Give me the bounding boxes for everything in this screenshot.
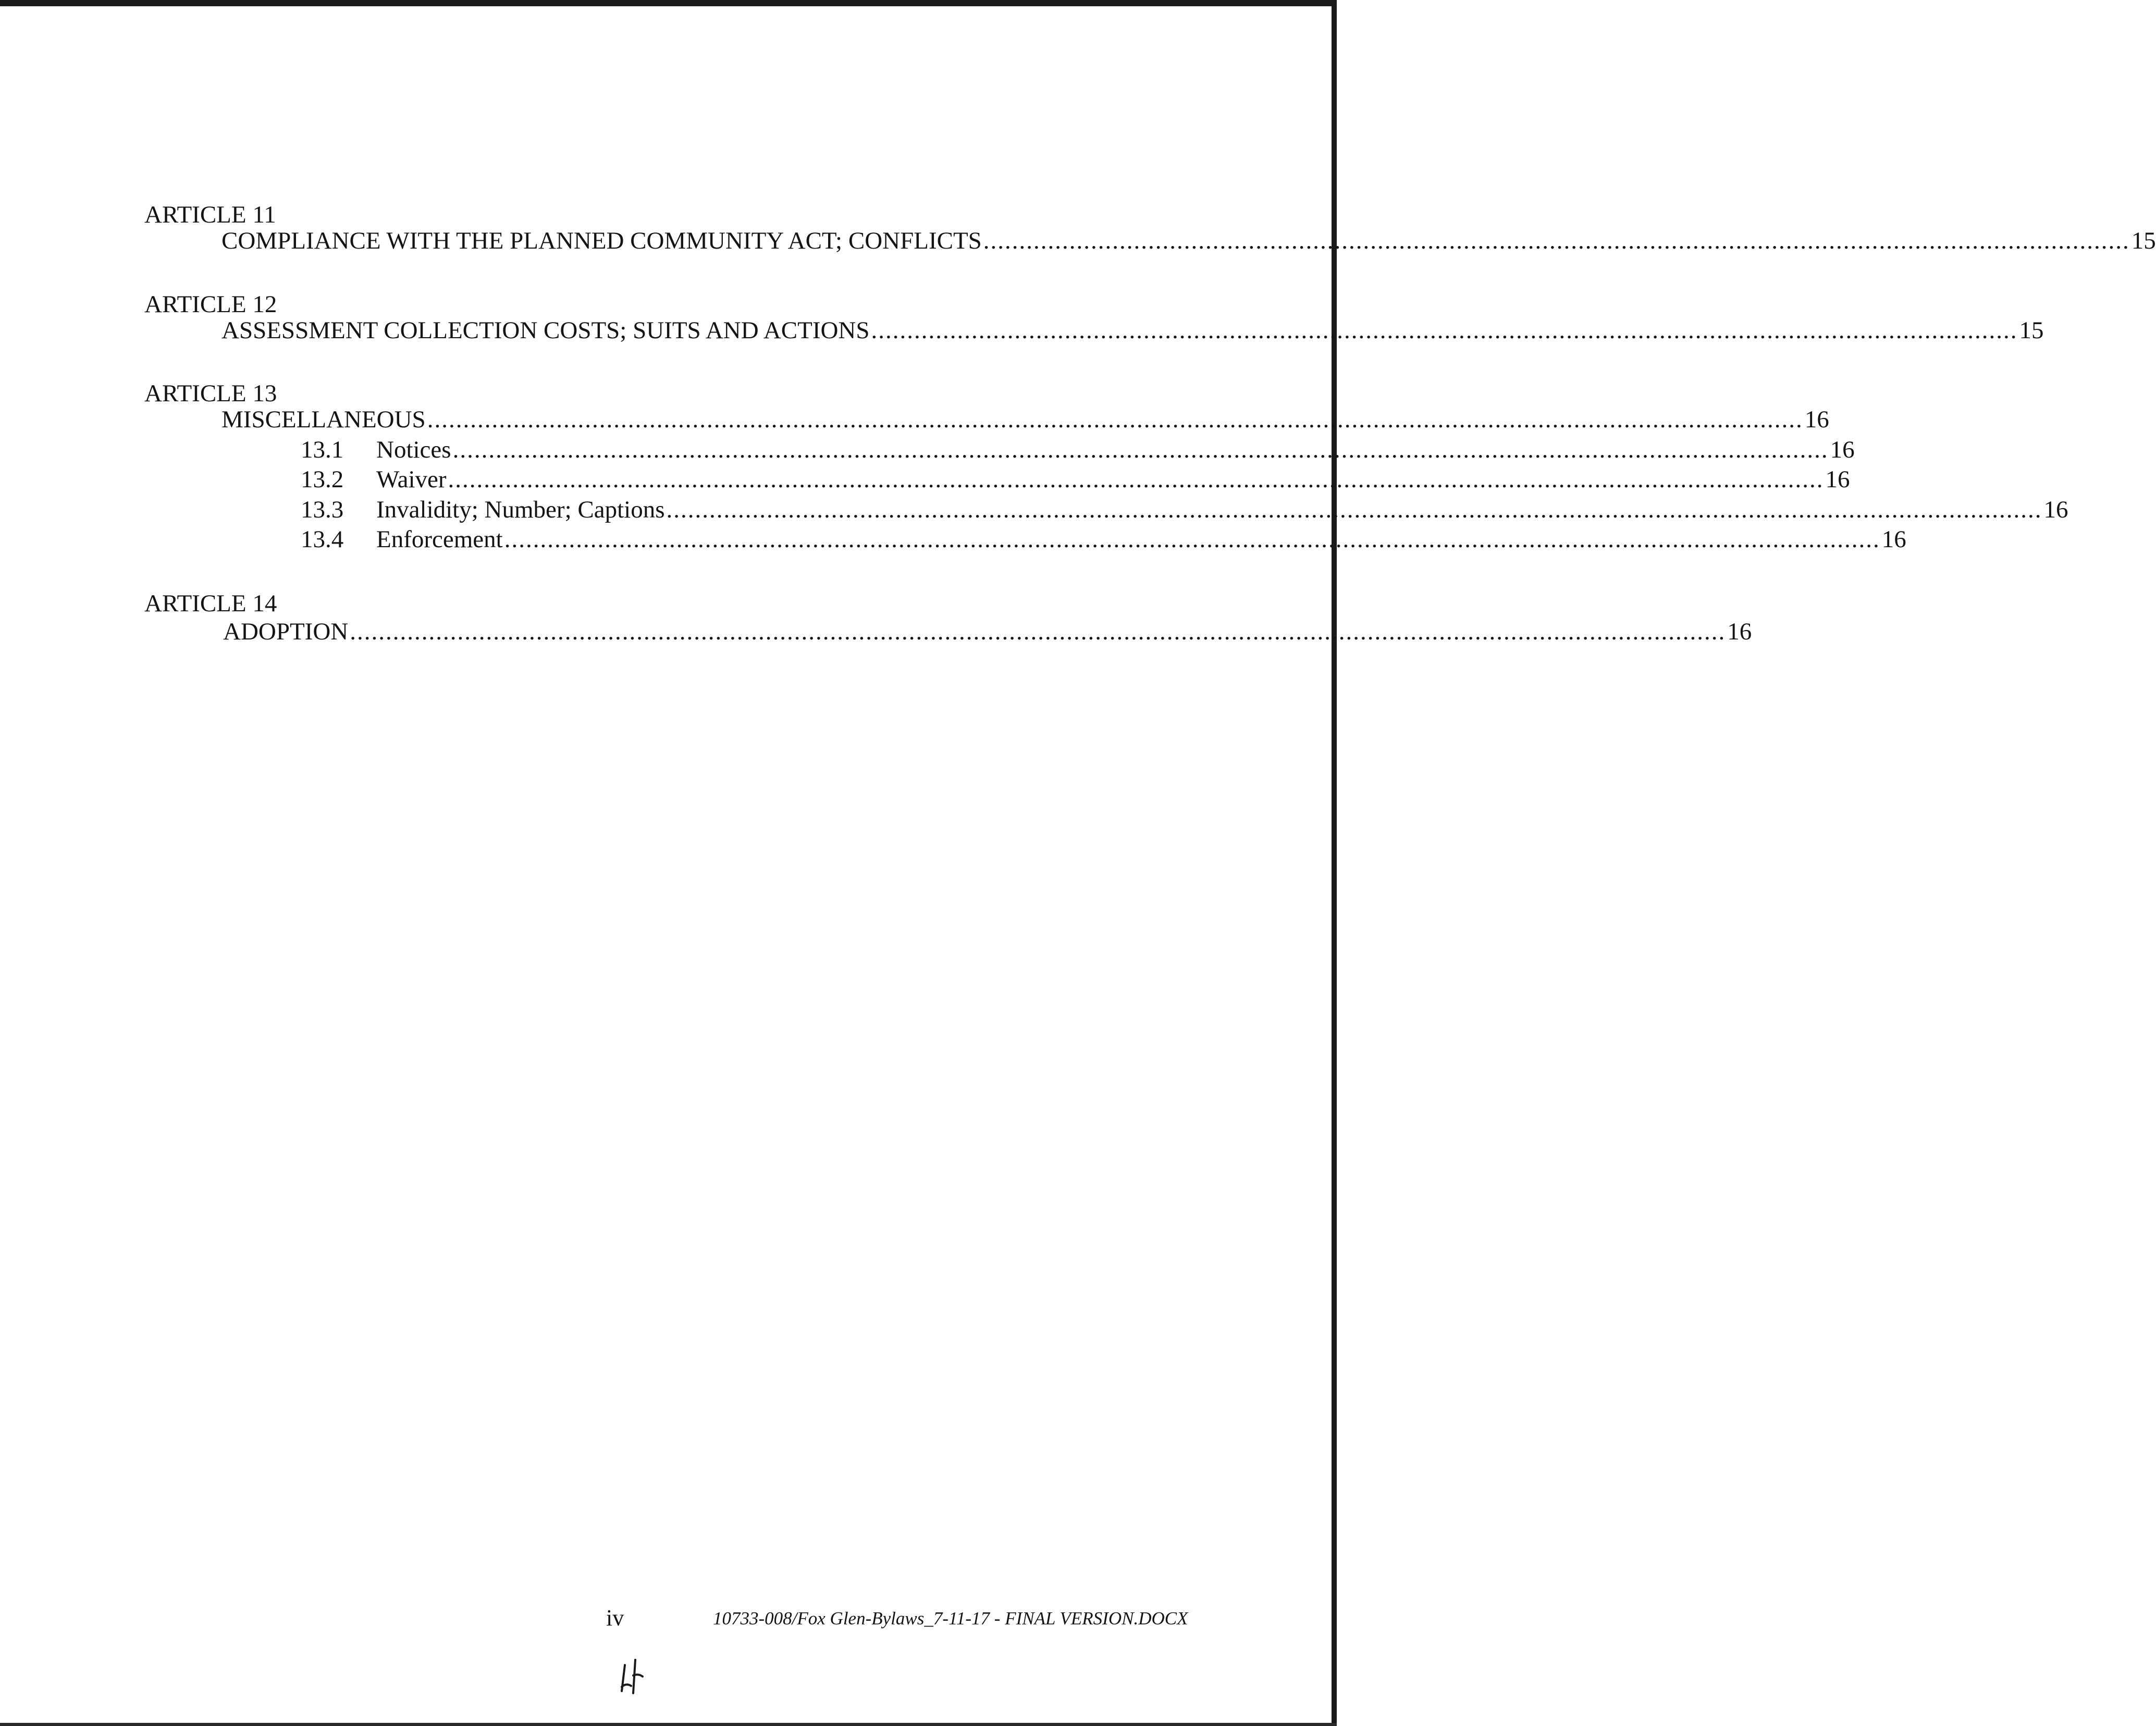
toc-entry-title: Invalidity; Number; Captions [376,496,665,523]
section-number: 13.1 [301,436,344,463]
toc-entry-article-12[interactable] [221,316,2044,345]
toc-entry-13-4[interactable] [301,525,1906,554]
section-number: 13.3 [301,496,344,523]
toc-entry-title: ASSESSMENT COLLECTION COSTS; SUITS AND ACTIONS [221,317,870,344]
toc-entry-page: 16 [1804,406,1829,433]
dot-leader: ................................................................................................................................................................................................ [448,466,1824,493]
dot-leader: ................................................................................................................................................................................................ [452,436,1829,463]
toc-entry-page: 16 [1825,466,1850,493]
toc-entry-title: MISCELLANEOUS [221,406,426,433]
article-14-heading: ARTICLE 14 [144,590,277,617]
article-13-heading: ARTICLE 13 [144,380,277,407]
toc-entry-page: 15 [2019,317,2044,344]
dot-leader: ................................................................................................................................................................ [871,317,2018,344]
toc-entry-13-3[interactable] [301,495,2068,524]
toc-entry-page: 16 [1727,618,1752,645]
article-11-heading: ARTICLE 11 [144,201,276,228]
toc-entry-page: 16 [1830,436,1855,463]
footer-page-number: iv [606,1605,624,1631]
dot-leader: ................................................................................................................................................................ [983,227,2130,254]
toc-entry-article-13[interactable] [221,405,1829,434]
footer-document-id: 10733-008/Fox Glen-Bylaws_7-11-17 - FINAL VERSION.DOCX [713,1608,1188,1629]
toc-entry-article-11[interactable] [221,226,2156,255]
dot-leader: ................................................................................................................................................................................................ [350,618,1726,645]
toc-entry-page: 16 [2043,496,2068,523]
dot-leader: ................................................................................................................................................................................................ [427,406,1803,433]
handwritten-initials-mark [618,1655,649,1696]
toc-entry-title: COMPLIANCE WITH THE PLANNED COMMUNITY ACT; CONFLICTS [221,227,982,254]
toc-entry-13-1[interactable] [301,435,1855,464]
toc-entry-13-2[interactable] [301,465,1850,494]
article-12-heading: ARTICLE 12 [144,291,277,318]
toc-entry-title: Waiver [376,466,447,493]
section-number: 13.2 [301,466,344,493]
dot-leader: ................................................................................................................................................................................................ [504,526,1880,553]
section-number: 13.4 [301,526,344,553]
toc-entry-article-14[interactable] [223,617,1752,646]
dot-leader: ................................................................................................................................................................................................ [666,496,2042,523]
toc-entry-page: 16 [1881,526,1906,553]
toc-entry-title: Notices [376,436,451,463]
toc-entry-title: Enforcement [376,526,503,553]
toc-entry-title: ADOPTION [223,618,349,645]
toc-entry-page: 15 [2131,227,2156,254]
